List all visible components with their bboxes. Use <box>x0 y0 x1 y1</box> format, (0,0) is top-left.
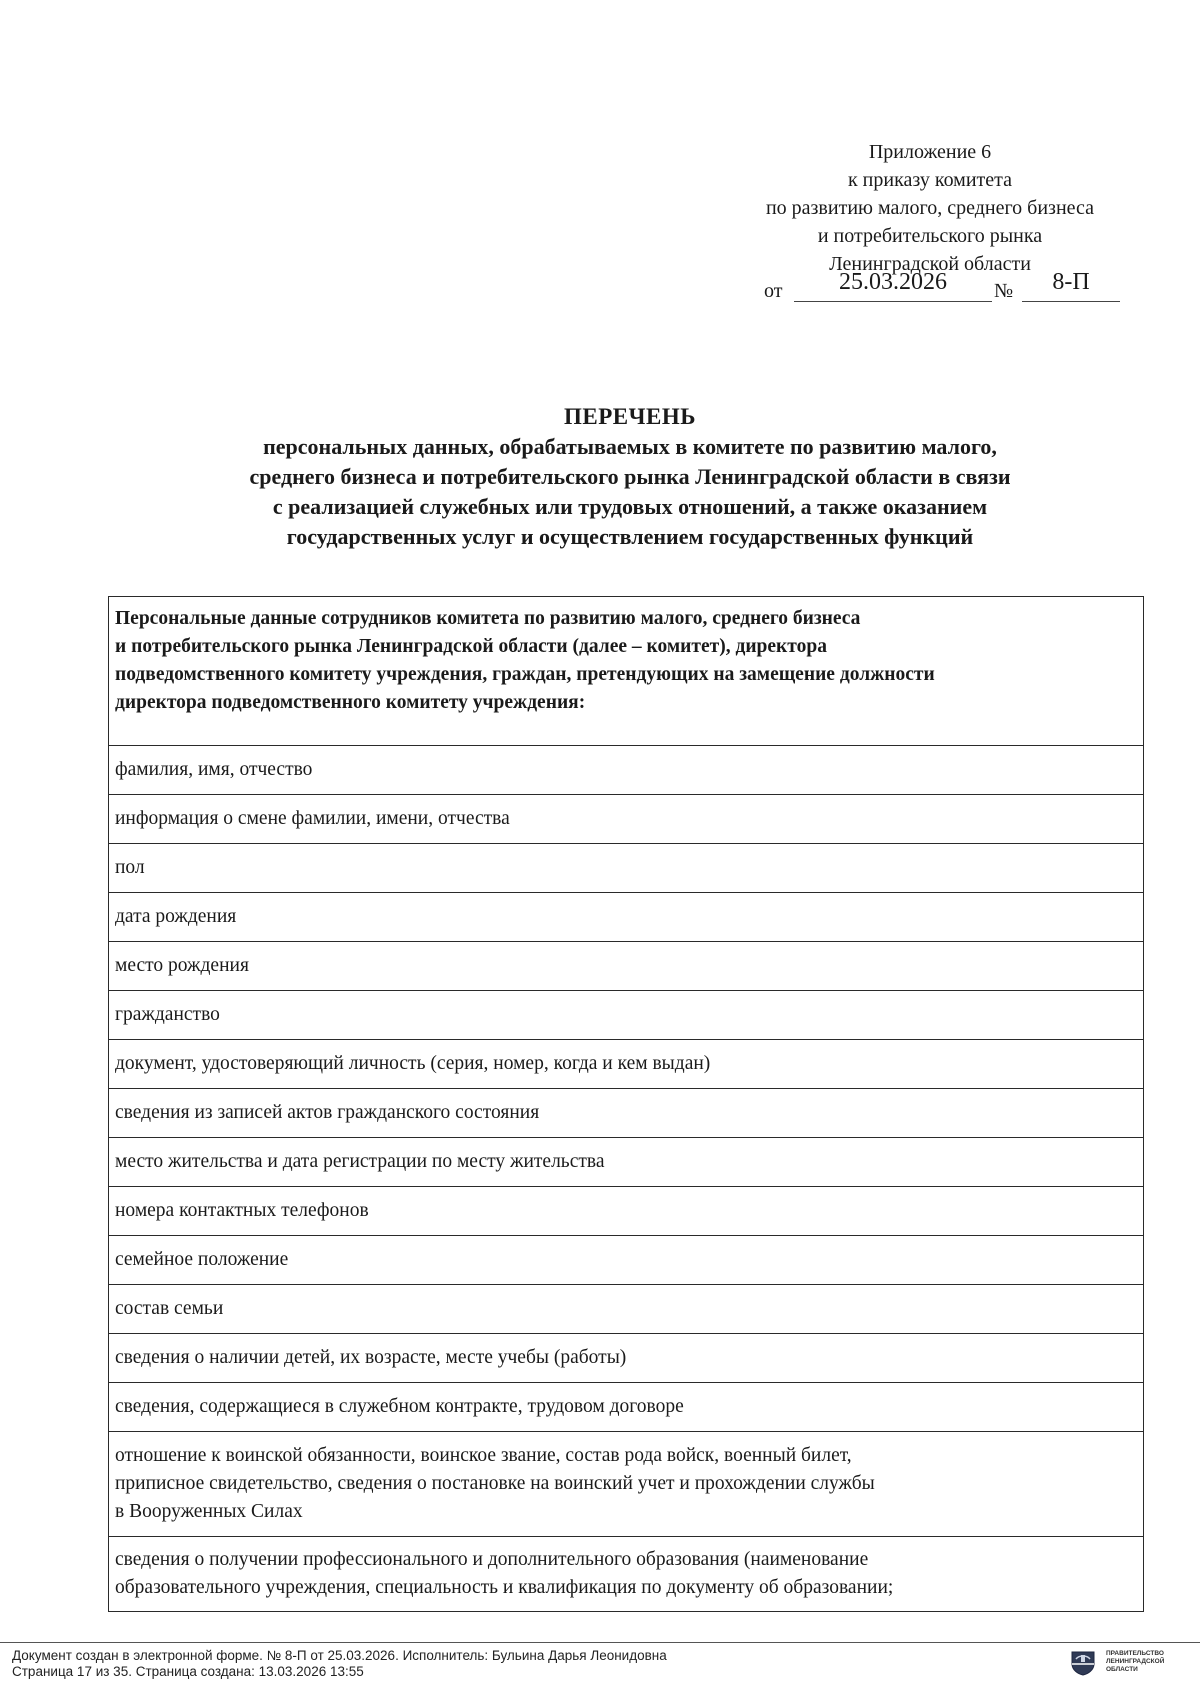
table-row <box>109 1334 1144 1383</box>
order-date: 25.03.2026 <box>794 268 992 302</box>
title-subline: с реализацией служебных или трудовых отношений, а также оказанием <box>272 494 988 519</box>
table-cell: семейное положение <box>109 1236 1144 1285</box>
footer-page-line: Страница 17 из 35. Страница создана: 13.03.2026 13:55 <box>12 1664 364 1679</box>
table-cell: сведения из записей актов гражданского состояния <box>109 1089 1144 1138</box>
table-cell: пол <box>109 844 1144 893</box>
logo-text <box>1106 1650 1164 1674</box>
title-subline: государственных услуг и осуществлением государственных функций <box>286 524 974 549</box>
table-cell: состав семьи <box>109 1285 1144 1334</box>
table-cell-education <box>109 1537 1144 1612</box>
header-line: Персональные данные сотрудников комитета по развитию малого, среднего бизнеса <box>115 608 861 629</box>
coat-of-arms-icon <box>1070 1650 1096 1676</box>
table-cell: сведения о наличии детей, их возрасте, месте учебы (работы) <box>109 1334 1144 1383</box>
header-line: подведомственного комитету учреждения, граждан, претендующих на замещение должности <box>115 664 935 685</box>
footer-document-line: Документ создан в электронной форме. № 8-П от 25.03.2026. Исполнитель: Бульина Дарья Леонидовна <box>12 1648 667 1663</box>
table-row <box>109 1187 1144 1236</box>
government-logo <box>1070 1648 1190 1688</box>
table-row <box>109 1089 1144 1138</box>
table-cell: место рождения <box>109 942 1144 991</box>
footer-divider <box>0 1642 1200 1643</box>
table-cell: информация о смене фамилии, имени, отчества <box>109 795 1144 844</box>
personal-data-table <box>108 596 1144 1612</box>
appendix-title: Приложение 6 <box>868 141 992 163</box>
appendix-line: Ленинградской области <box>829 253 1031 275</box>
table-row <box>109 1432 1144 1537</box>
table-row <box>109 844 1144 893</box>
table-row <box>109 991 1144 1040</box>
table-row <box>109 746 1144 795</box>
table-cell: гражданство <box>109 991 1144 1040</box>
appendix-header <box>730 138 1130 278</box>
from-label: от <box>764 280 783 302</box>
logo-line: ОБЛАСТИ <box>1106 1666 1138 1673</box>
appendix-line: по развитию малого, среднего бизнеса <box>765 197 1095 219</box>
table-row <box>109 1138 1144 1187</box>
logo-line: ПРАВИТЕЛЬСТВО <box>1106 1650 1164 1657</box>
table-cell: номера контактных телефонов <box>109 1187 1144 1236</box>
document-title <box>110 402 1150 552</box>
table-cell: фамилия, имя, отчество <box>109 746 1144 795</box>
table-row <box>109 942 1144 991</box>
table-row <box>109 1537 1144 1612</box>
table-row <box>109 795 1144 844</box>
table-row <box>109 1285 1144 1334</box>
title-subline: персональных данных, обрабатываемых в комитете по развитию малого, <box>263 434 997 459</box>
appendix-line: к приказу комитета <box>847 169 1013 191</box>
title-subline: среднего бизнеса и потребительского рынка Ленинградской области в связи <box>249 464 1011 489</box>
number-label: № <box>994 280 1014 302</box>
title-main: ПЕРЕЧЕНЬ <box>564 404 696 429</box>
table-header-row <box>109 597 1144 746</box>
appendix-line: и потребительского рынка <box>817 225 1043 247</box>
table-header-cell <box>109 597 1144 746</box>
footer-info <box>12 1648 667 1680</box>
table-cell: документ, удостоверяющий личность (серия, номер, когда и кем выдан) <box>109 1040 1144 1089</box>
cell-line: в Вооруженных Силах <box>115 1501 303 1522</box>
order-number: 8-П <box>1022 268 1120 302</box>
header-line: директора подведомственного комитету учреждения: <box>115 692 586 713</box>
cell-line: образовательного учреждения, специальность и квалификация по документу об образовании; <box>115 1577 894 1598</box>
header-line: и потребительского рынка Ленинградской области (далее – комитет), директора <box>115 636 827 657</box>
cell-line: отношение к воинской обязанности, воинское звание, состав рода войск, военный билет, <box>115 1445 852 1466</box>
cell-line: приписное свидетельство, сведения о постановке на воинский учет и прохождении службы <box>115 1473 875 1494</box>
table-row <box>109 1236 1144 1285</box>
table-row <box>109 1040 1144 1089</box>
table-row <box>109 1383 1144 1432</box>
table-cell: сведения, содержащиеся в служебном контракте, трудовом договоре <box>109 1383 1144 1432</box>
logo-line: ЛЕНИНГРАДСКОЙ <box>1106 1658 1165 1665</box>
table-row <box>109 893 1144 942</box>
table-cell-military <box>109 1432 1144 1537</box>
table-cell: место жительства и дата регистрации по месту жительства <box>109 1138 1144 1187</box>
cell-line: сведения о получении профессионального и дополнительного образования (наименование <box>115 1549 869 1570</box>
table-cell: дата рождения <box>109 893 1144 942</box>
